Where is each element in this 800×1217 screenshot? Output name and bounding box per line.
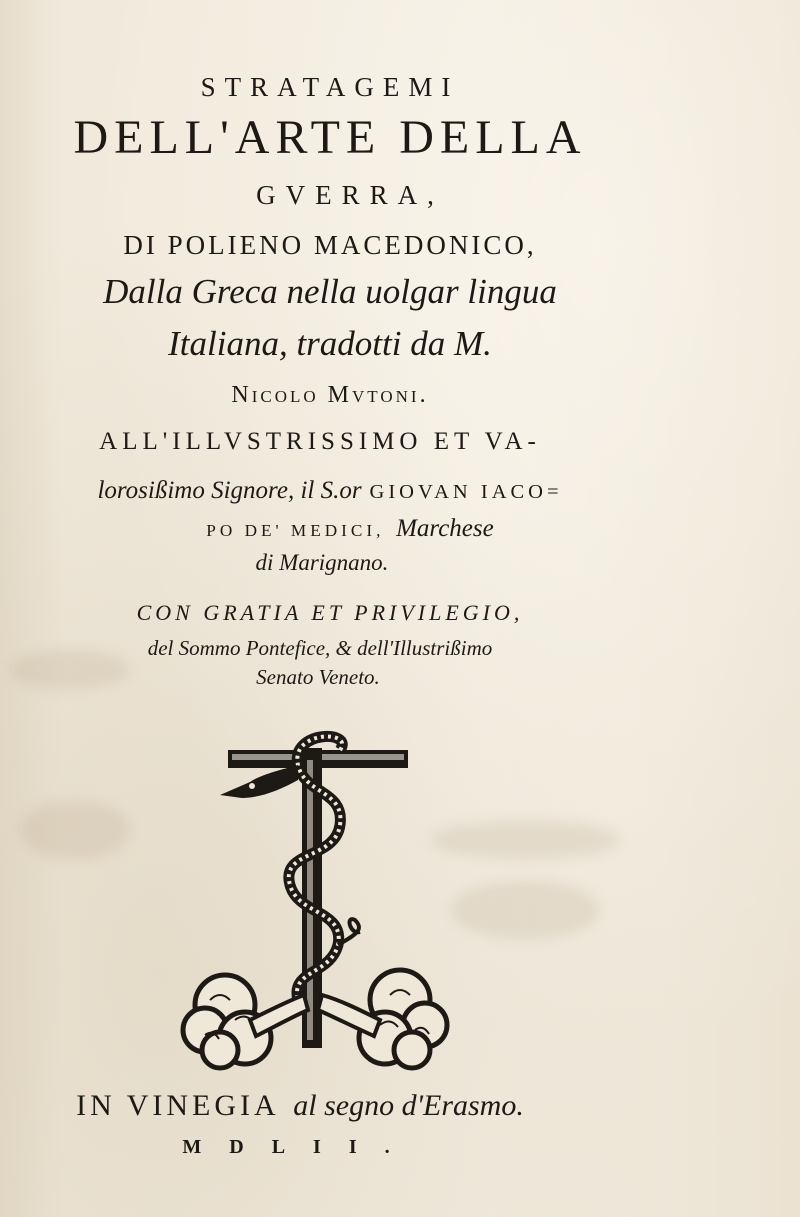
translation-line-1: Dalla Greca nella uolgar lingua [103,272,557,311]
privilege-line-1: CON GRATIA ET PRIVILEGIO, [136,600,524,625]
translator-name: Nicolo Mvtoni. [231,382,429,408]
dedication-line-2 [0,475,660,505]
title-line-dellarte: DELL'ARTE DELLA [73,111,587,164]
imprint-place: IN VINEGIA [76,1089,280,1122]
privilege-line-2: del Sommo Pontefice, & dell'Illustrißimo [147,636,493,660]
imprint-sign: al segno d'Erasmo. [293,1089,524,1122]
left-hand [250,995,308,1036]
dedication-line-2-caps: GIOVAN IACO= [369,481,563,503]
dedication-line-3 [20,515,680,543]
serpent-eye [249,783,255,789]
paper-stain [430,820,620,860]
paper-stain [450,880,600,940]
privilege-line-3: Senato Veneto. [256,665,380,689]
serpent-and-cross-printers-device-icon [180,720,450,1080]
translation-line-2: Italiana, tradotti da M. [168,324,492,363]
imprint-line [0,1088,620,1123]
imprint-date: MDLII. [182,1136,418,1158]
title-line-guerra: GVERRA, [256,180,444,210]
dedication-line-4: di Marignano. [255,550,389,575]
dedication-line-2-italic: lorosißimo Signore, il S.or [97,477,362,504]
paper-stain [20,800,130,860]
dedication-line-3-italic: Marchese [396,515,494,542]
dedication-line-3-caps: PO DE' MEDICI, [206,521,385,540]
serpent-head [220,765,298,798]
dedication-line-1: ALL'ILLVSTRISSIMO ET VA- [99,428,541,455]
title-line-stratagemi: STRATAGEMI [200,72,460,102]
author-line: DI POLIENO MACEDONICO, [123,230,537,260]
